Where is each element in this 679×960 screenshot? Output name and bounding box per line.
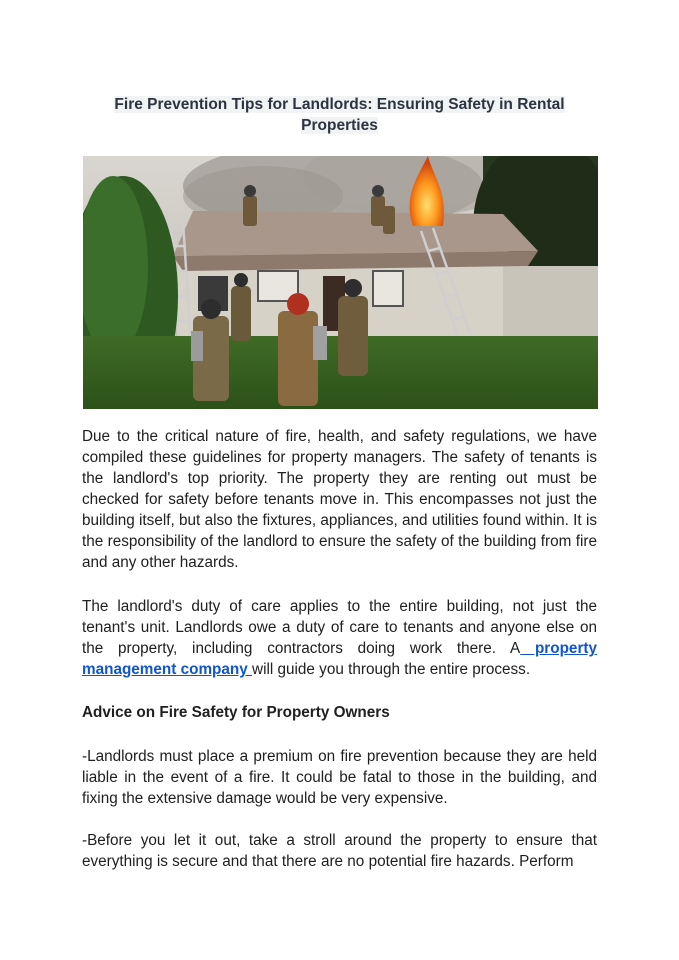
hero-image <box>83 156 598 409</box>
duty-text: The landlord's duty of care applies to the entire building, not just the tenant's unit. Landlords owe a duty of care to tenants and anyone else on the property, including contractors doing work there. A <box>82 598 597 657</box>
duty-text-tail: will guide you through the entire process. <box>252 661 531 678</box>
advice-item: -Landlords must place a premium on fire prevention because they are held liable in the event of a fire. It could be fatal to those in the building, and fixing the extensive damage would be very expensive. <box>82 748 597 807</box>
page-title <box>82 94 597 136</box>
property-management-link[interactable]: property management company <box>82 640 597 678</box>
page-title-text: Fire Prevention Tips for Landlords: Ensuring Safety in Rental Properties <box>114 96 565 134</box>
advice-item: -Before you let it out, take a stroll around the property to ensure that everything is secure and that there are no potential fire hazards. Perform <box>82 832 597 870</box>
house-fire-illustration <box>83 156 598 409</box>
section-heading: Advice on Fire Safety for Property Owners <box>82 704 390 721</box>
duty-of-care-paragraph <box>82 596 597 680</box>
intro-paragraph: Due to the critical nature of fire, health, and safety regulations, we have compiled these guidelines for property managers. The safety of tenants is the landlord's top priority. The property they are renting out must be checked for safety before tenants move in. This encompasses not just the building itself, but also the fixtures, appliances, and utilities found within. It is the responsibility of the landlord to ensure the safety of the building from fire and any other hazards. <box>82 428 597 571</box>
